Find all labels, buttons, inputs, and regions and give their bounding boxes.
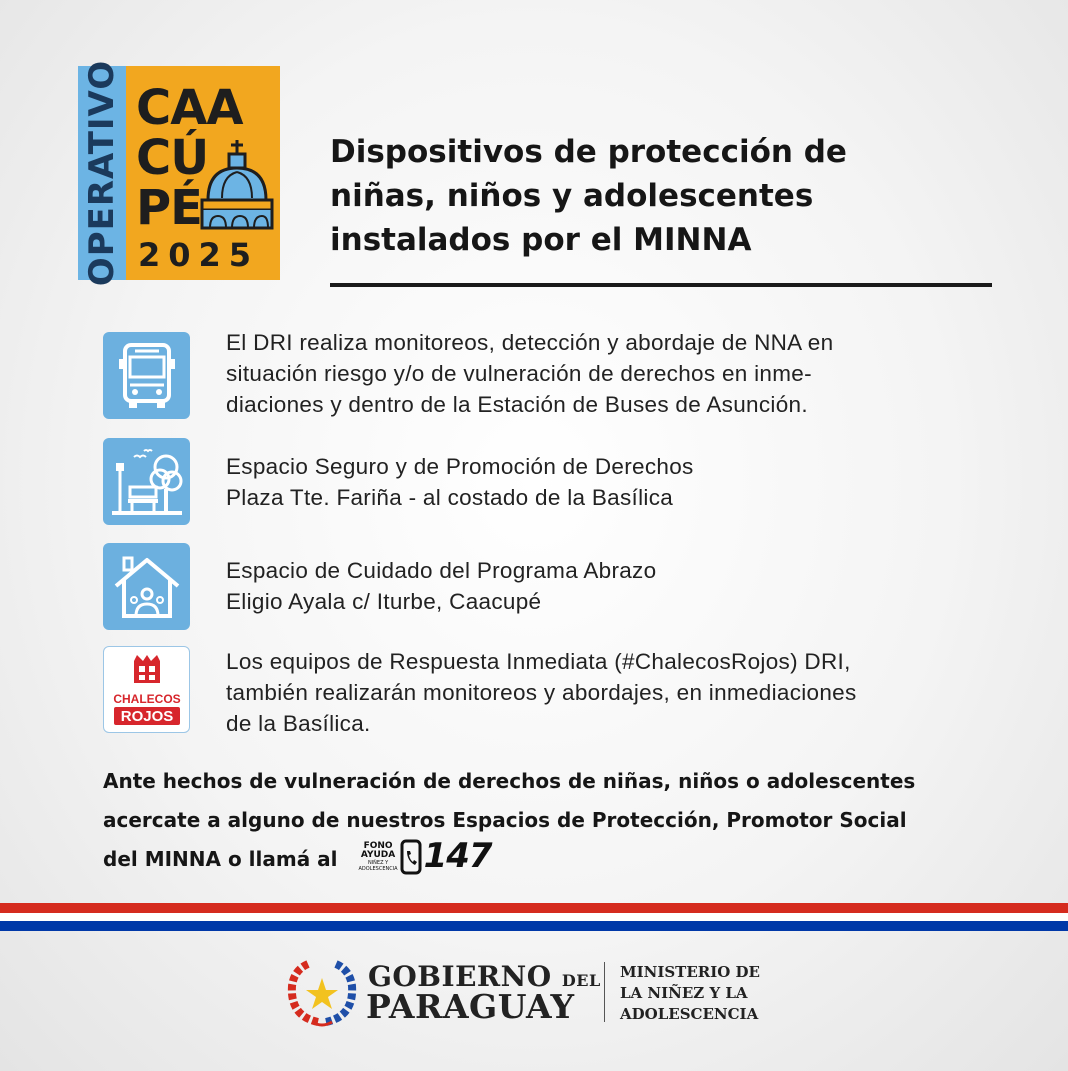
logo-word-line-2: CÚ — [136, 130, 209, 186]
chalecos-badge-bottom: ROJOS — [120, 707, 173, 725]
item-chalecos-line-1: Los equipos de Respuesta Inmediata (#ChalecosRojos) DRI, — [226, 649, 851, 674]
item-bus-text — [226, 327, 988, 420]
gobierno-del: DEL — [561, 971, 601, 990]
chalecos-rojos-logo — [106, 649, 188, 731]
page-title — [330, 130, 1030, 262]
ministry-name — [620, 962, 760, 1025]
fono-line-2: AYUDA — [360, 849, 396, 860]
fono-small-1: NIÑEZ Y — [367, 859, 389, 866]
chalecos-badge-top: CHALECOS — [112, 691, 181, 706]
phone-icon — [400, 839, 422, 875]
footer-divider — [604, 962, 605, 1022]
ministry-line-1: MINISTERIO DE — [620, 963, 760, 981]
fono-ayuda-label — [359, 842, 398, 872]
call-to-action — [103, 762, 993, 880]
operativo-caacupe-logo — [78, 59, 280, 287]
item-chalecos-text — [226, 646, 988, 739]
park-bench-icon — [110, 445, 184, 519]
title-line-2: niñas, niños y adolescentes — [330, 178, 814, 214]
park-icon-tile — [103, 438, 190, 525]
paraguay-text: PARAGUAY — [366, 987, 575, 1026]
bus-icon-tile — [103, 332, 190, 419]
item-park-line-1: Espacio Seguro y de Promoción de Derechos — [226, 454, 694, 479]
house-icon — [112, 552, 182, 622]
item-bus-line-3: diaciones y dentro de la Estación de Buses de Asunción. — [226, 392, 808, 417]
item-house-text — [226, 555, 988, 617]
item-park-line-2: Plaza Tte. Fariña - al costado de la Basílica — [226, 485, 674, 510]
item-house-line-2: Eligio Ayala c/ Iturbe, Caacupé — [226, 589, 542, 614]
helpline-number: 147 — [423, 836, 492, 876]
house-icon-tile — [103, 543, 190, 630]
item-house-line-1: Espacio de Cuidado del Programa Abrazo — [226, 558, 657, 583]
cta-line-3: del MINNA o llamá al — [103, 847, 338, 871]
cta-line-2: acercate a alguno de nuestros Espacios de Protección, Promotor Social — [103, 808, 907, 832]
basilica-icon — [198, 138, 276, 230]
fono-line-1: FONO — [363, 840, 393, 851]
item-chalecos-line-2: también realizarán monitoreos y abordajes, en inmediaciones — [226, 680, 857, 705]
paraguay-coat-of-arms-icon — [284, 958, 360, 1030]
title-line-1: Dispositivos de protección de — [330, 134, 847, 170]
item-bus-line-1: El DRI realiza monitoreos, detección y abordaje de NNA en — [226, 330, 834, 355]
title-underline — [330, 283, 992, 287]
ministry-line-3: ADOLESCENCIA — [620, 1005, 759, 1023]
blue-stripe — [0, 921, 1068, 931]
title-line-3: instalados por el MINNA — [330, 222, 752, 258]
item-chalecos-line-3: de la Basílica. — [226, 711, 371, 736]
logo-year: 2025 — [138, 236, 260, 274]
gobierno-word: GOBIERNO — [368, 960, 552, 993]
cta-line-3-wrap — [103, 836, 993, 880]
fono-ayuda-147-logo — [359, 837, 492, 876]
white-stripe — [0, 913, 1068, 921]
bus-icon — [117, 341, 177, 411]
logo-word-line-1: CAA — [136, 80, 243, 136]
item-bus-line-2: situación riesgo y/o de vulneración de derechos en inme- — [226, 361, 812, 386]
ministry-line-2: LA NIÑEZ Y LA — [620, 984, 748, 1002]
chalecos-rojos-tile — [103, 646, 190, 733]
item-park-text — [226, 451, 988, 513]
cta-line-1: Ante hechos de vulneración de derechos de niñas, niños o adolescentes — [103, 769, 916, 793]
logo-word-line-3: PÉ — [136, 180, 202, 236]
fono-small-2: ADOLESCENCIA — [358, 865, 398, 872]
red-stripe — [0, 903, 1068, 913]
logo-operativo-text: OPERATIVO — [82, 59, 122, 287]
